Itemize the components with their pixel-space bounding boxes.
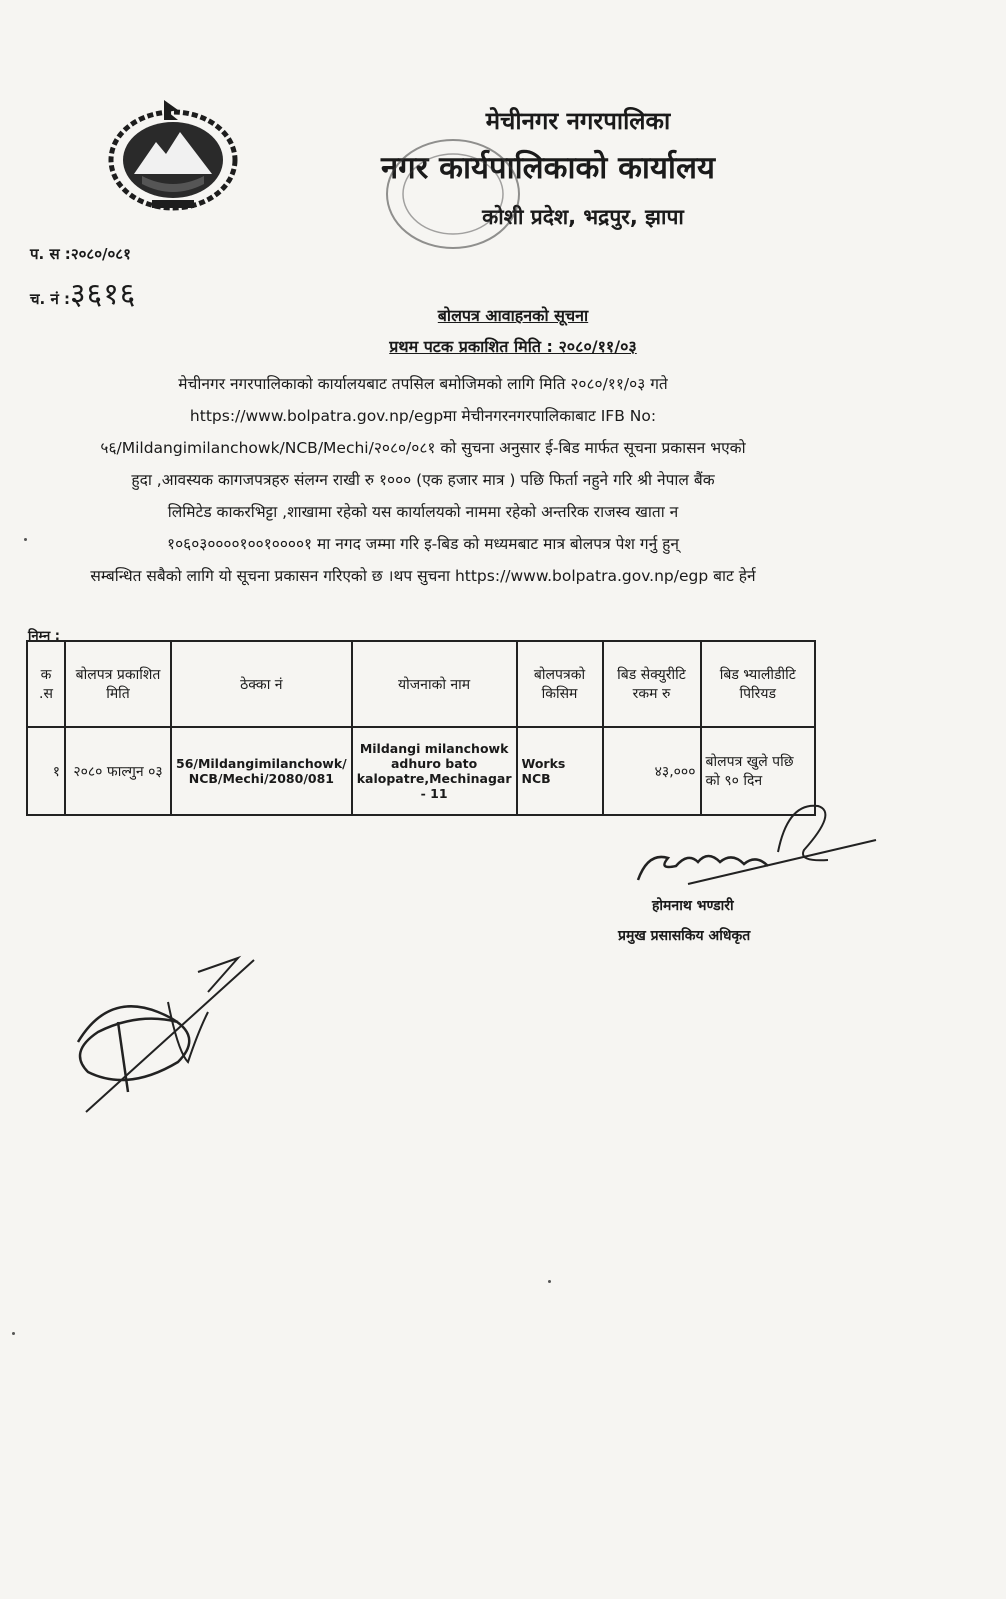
paper-speck	[24, 538, 27, 541]
patra-sankhya	[30, 244, 131, 264]
cell-bid-validity: बोलपत्र खुले पछि को ९० दिन	[701, 727, 816, 815]
patra-sankhya-value: २०८०/०८१	[70, 245, 131, 263]
paper-speck	[12, 1332, 15, 1335]
signatory-name: होमनाथ भण्डारी	[652, 898, 734, 914]
table-header-row	[27, 641, 815, 727]
cell-bid-security: ४३,०००	[603, 727, 701, 815]
header-sn: क .स	[27, 641, 65, 727]
body-line: लिमिटेड काकरभिट्टा ,शाखामा रहेको यस कार्यालयको नाममा रहेको अन्तरिक राजस्व खाता न	[167, 503, 679, 521]
header-bid-validity: बिड भ्यालीडीटि पिरियड	[701, 641, 816, 727]
office-title: नगर कार्यपालिकाको कार्यालय	[381, 150, 715, 186]
office-seal-stamp	[378, 128, 528, 258]
office-address: कोशी प्रदेश, भद्रपुर, झापा	[482, 205, 684, 229]
notice-body	[28, 368, 818, 592]
handwritten-signature	[58, 952, 268, 1117]
office-name: मेचीनगर नगरपालिका	[485, 107, 671, 135]
officer-signature	[628, 792, 878, 902]
table-caption: निम्न :	[28, 629, 60, 644]
bid-table	[26, 640, 816, 816]
body-line: मेचीनगर नगरपालिकाको कार्यालयबाट तपसिल बमोजिमको लागि मिति २०८०/११/०३ गते	[178, 375, 668, 393]
cell-project-name: Mildangi milanchowk adhuro bato kalopatre,Mechinagar - 11	[352, 727, 517, 815]
first-published-date: प्रथम पटक प्रकाशित मिति : २०८०/११/०३	[389, 337, 637, 356]
body-line: हुदा ,आवस्यक कागजपत्रहरु संलग्न राखी रु १००० (एक हजार मात्र ) पछि फिर्ता नहुने गरि श्री नेपाल बैंक	[131, 471, 715, 489]
chalani-value: ३६१६	[70, 277, 137, 312]
paper-speck	[548, 1280, 551, 1283]
header-published-date: बोलपत्र प्रकाशित मिति	[65, 641, 171, 727]
body-line: https://www.bolpatra.gov.np/egpमा मेचीनगरनगरपालिकाबाट IFB No:	[189, 407, 657, 425]
header-bid-security: बिड सेक्युरीटि रकम रु	[603, 641, 701, 727]
notice-title: बोलपत्र आवाहनको सूचना	[437, 306, 589, 325]
header-bid-type: बोलपत्रको किसिम	[517, 641, 603, 727]
signatory-designation: प्रमुख प्रसासकिय अधिकृत	[618, 928, 751, 944]
cell-sn: १	[27, 727, 65, 815]
body-line: सम्बन्धित सबैको लागि यो सूचना प्रकासन गरिएको छ ।थप सुचना https://www.bolpatra.gov.np/egp बाट हेर्न	[90, 567, 756, 585]
body-line: ५६/Mildangimilanchowk/NCB/Mechi/२०८०/०८१ को सुचना अनुसार ई-बिड मार्फत सूचना प्रकासन भएको	[100, 439, 746, 457]
body-line: १०६०३००००१००१००००१ मा नगद जम्मा गरि इ-बिड को मध्यमबाट मात्र बोलपत्र पेश गर्नु हुन्	[167, 535, 679, 553]
header-contract-no: ठेक्का नं	[171, 641, 352, 727]
header-project-name: योजनाको नाम	[352, 641, 517, 727]
patra-sankhya-label: प. स :	[30, 245, 71, 263]
chalani-label: च. नं :	[30, 290, 70, 308]
cell-contract-no: 56/Mildangimilanchowk/ NCB/Mechi/2080/081	[171, 727, 352, 815]
cell-date: २०८० फाल्गुन ०३	[65, 727, 171, 815]
cell-bid-type: Works NCB	[517, 727, 603, 815]
